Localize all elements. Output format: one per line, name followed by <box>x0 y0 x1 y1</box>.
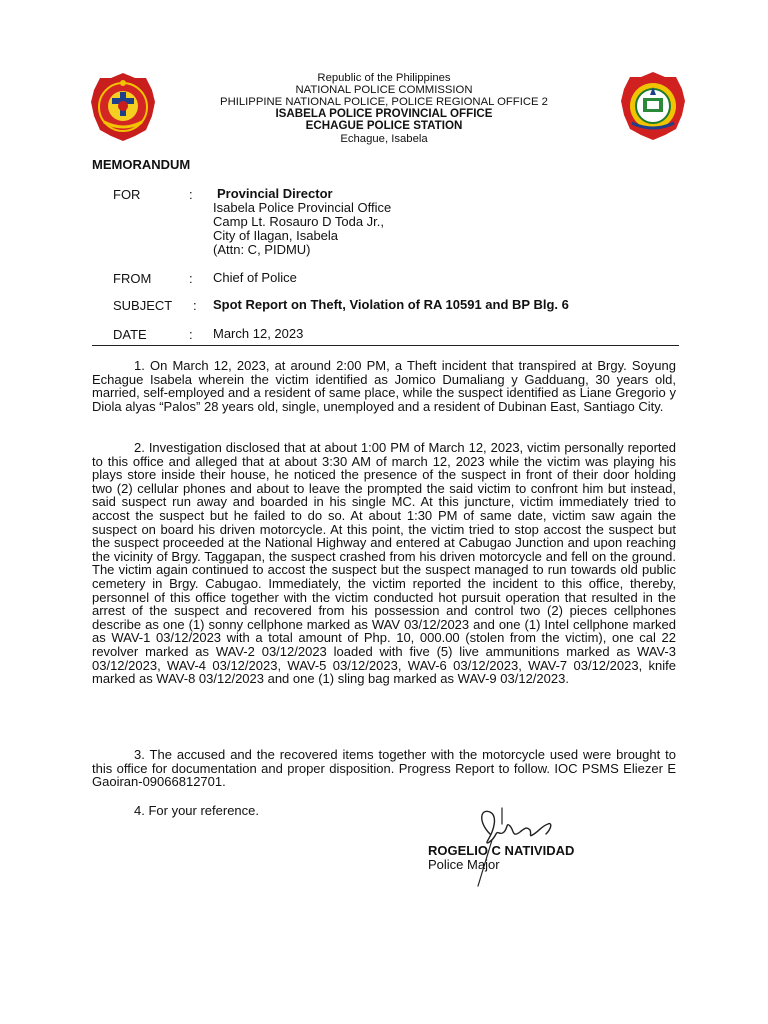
header-pnp-region: PHILIPPINE NATIONAL POLICE, POLICE REGIONAL OFFICE 2 <box>220 96 548 108</box>
date-colon: : <box>189 327 193 342</box>
paragraph-4: 4. For your reference. <box>134 803 259 818</box>
from-value: Chief of Police <box>213 270 297 285</box>
paragraph-2: 2. Investigation disclosed that at about 1:00 PM of March 12, 2023, victim personally reported to this office and alleged that at about 3:30 AM of march 12, 2023 while the victim was playing his plays store inside their house, he noticed the presence of the suspect in front of their door holding two (2) cellular phones and about to leave the prompted the said victim to confront him but instead, said suspect run away and boarded in his single MC. At this juncture, victim immediately tried to accost the suspect but he failed to do so. At about 1:30 PM of same date, victim saw again the suspect on board his driven motorcycle. At this point, the victim tried to stop accost the suspect but the suspect proceeded at the National Highway and entered at Cabugao Junction and upon reaching the vicinity of Brgy. Taggapan, the suspect crashed from his driven motorcycle and fell on the ground. The victim again continued to accost the suspect but the suspect managed to run towards old public cemetery in Brgy. Cabugao. Immediately, the victim reported the incident to this office, thereby, personnel of this office together with the victim conducted hot pursuit operation that resulted in the arrest of the suspect and recovered from his possession and control two (2) pieces cellphones describe as one (1) sonny cellphone marked as WAV 03/12/2023 and one (1) Intel cellphone marked as WAV-1 03/12/2023 with a total amount of Php. 10, 000.00 (stolen from the victim), one cal 22 revolver marked as WAV-2 03/12/2023 loaded with five (5) live ammunitions marked as WAV-3 03/12/2023, WAV-4 03/12/2023, WAV-5 03/12/2023, WAV-6 03/12/2023, WAV-7 03/12/2023, knife marked as WAV-8 03/12/2023 and one (1) sling bag marked as WAV-9 03/12/2023. <box>92 440 676 687</box>
subject-label: SUBJECT <box>113 298 173 313</box>
for-colon: : <box>189 187 193 202</box>
header-divider <box>92 345 679 346</box>
header-republic: Republic of the Philippines <box>317 72 451 84</box>
paragraph-3: 3. The accused and the recovered items together with the motorcycle used were brought to this office for documentation and proper disposition. Progress Report to follow. IOC PSMS Eliezer E Gaoiran-09066812701. <box>92 747 676 790</box>
paragraph-1: 1. On March 12, 2023, at around 2:00 PM, a Theft incident that transpired at Brgy. Soyung Echague Isabela wherein the victim identified as Jomico Dumaliang y Gadduang, 30 years old, married, self-employed and a resident of same place, while the suspect identified as Liane Gregorio y Diola alyas “Palos” 28 years old, single, unemployed and a resident of Dubinan East, Santiago City. <box>92 358 676 414</box>
signatory-name: ROGELIO C NATIVIDAD <box>428 843 575 858</box>
date-label: DATE <box>113 327 147 342</box>
for-recipient: Provincial Director <box>217 186 333 201</box>
from-label: FROM <box>113 271 152 286</box>
date-value: March 12, 2023 <box>213 326 304 341</box>
header-location: Echague, Isabela <box>340 133 428 145</box>
from-colon: : <box>189 271 193 286</box>
for-label: FOR <box>113 187 141 202</box>
for-address-line-3: City of Ilagan, Isabela <box>213 228 339 243</box>
subject-value: Spot Report on Theft, Violation of RA 10591 and BP Blg. 6 <box>213 297 569 312</box>
subject-colon: : <box>193 298 197 313</box>
for-address-line-4: (Attn: C, PIDMU) <box>213 242 311 257</box>
header-napolcom: NATIONAL POLICE COMMISSION <box>295 84 473 96</box>
memo-title: MEMORANDUM <box>92 157 191 172</box>
header-station: ECHAGUE POLICE STATION <box>305 119 463 132</box>
signatory-rank: Police Major <box>428 857 500 872</box>
for-address-line-2: Camp Lt. Rosauro D Toda Jr., <box>213 214 385 229</box>
header-provincial-office: ISABELA POLICE PROVINCIAL OFFICE <box>275 107 493 120</box>
for-address-line-1: Isabela Police Provincial Office <box>213 200 392 215</box>
